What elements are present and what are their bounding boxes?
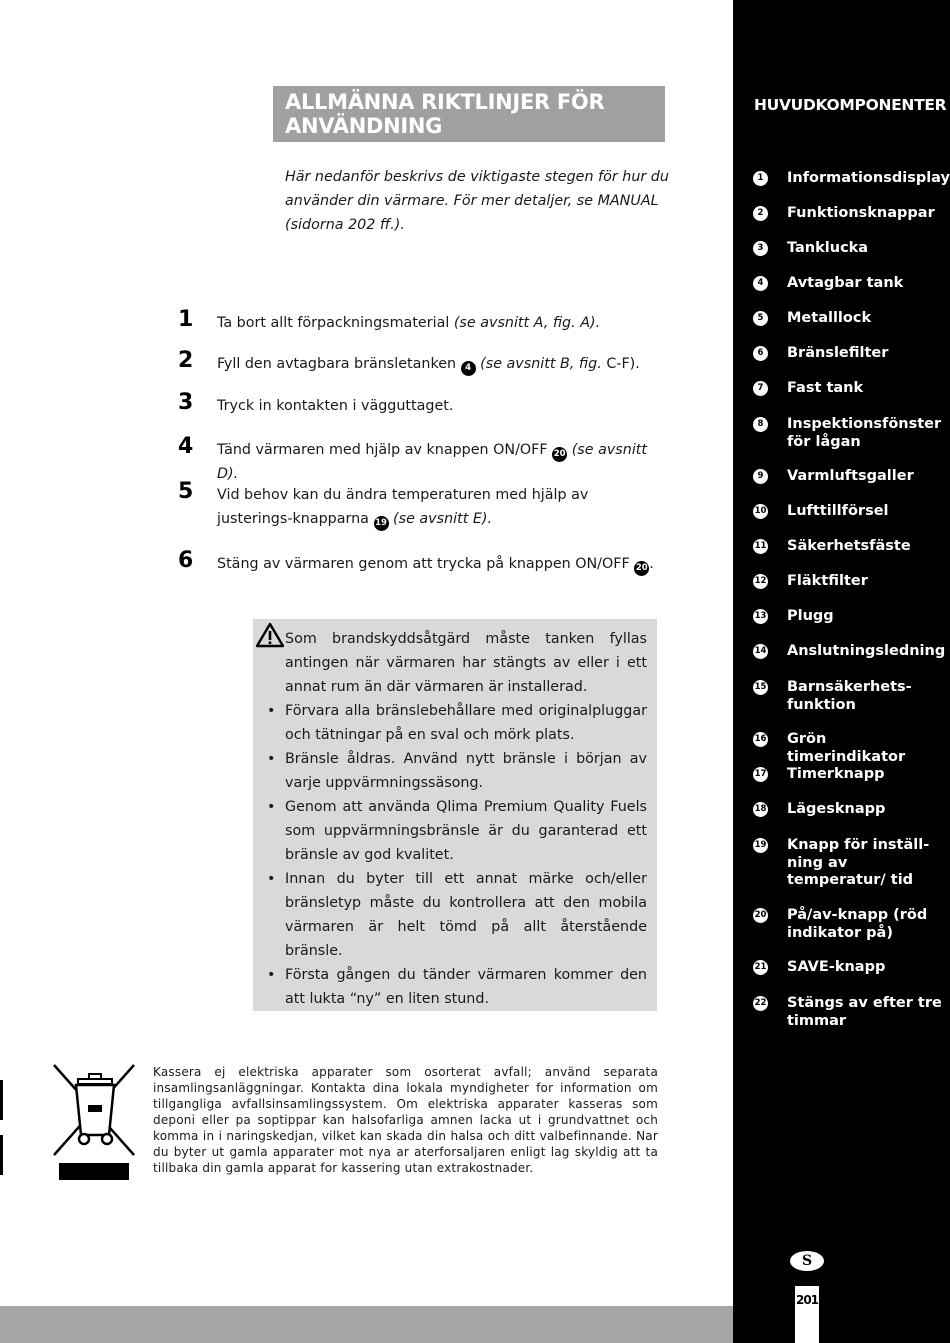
component-label: Plugg: [787, 608, 834, 624]
component-number-badge: 22: [753, 996, 768, 1011]
step-text: [217, 394, 667, 418]
component-label: Metalllock: [787, 310, 872, 326]
component-label: Lägesknapp: [787, 801, 886, 817]
warning-item: • Genom att använda Qlima Premium Quality Fuels som uppvärmningsbränsle är du garanterad ett bränsle av god kvalitet.: [285, 795, 647, 867]
warning-list: [285, 627, 647, 1011]
language-badge: S: [790, 1251, 824, 1271]
component-label: Anslutningsledning: [787, 643, 946, 659]
component-ref-badge: 20: [634, 561, 649, 576]
step-number: 4: [178, 434, 194, 459]
component-number-badge: 20: [753, 908, 768, 923]
component-number-badge: 19: [753, 838, 768, 853]
step-text-main: Ta bort allt förpackningsmaterial: [217, 315, 450, 331]
sidebar: [733, 0, 950, 1343]
step-text-main: Fyll den avtagbara bränsletanken: [217, 356, 457, 372]
step-number: 3: [178, 390, 194, 415]
component-number-badge: 14: [753, 644, 768, 659]
page-number-box: [795, 1286, 819, 1343]
component-number-badge: 15: [753, 680, 768, 695]
component-label: Stängs av efter tre timmar: [787, 995, 942, 1029]
step-reference: (se avsnitt D).: [217, 442, 648, 482]
step-text: [217, 552, 667, 576]
component-ref-badge: 20: [552, 447, 567, 462]
step-reference: (se avsnitt E).: [393, 511, 493, 527]
warning-item: • Innan du byter till ett annat märke och/eller bränsletyp måste du kontrollera att den mobila värmaren är helt tömd på allt återstående bränsle.: [285, 867, 647, 963]
step-number: 5: [178, 479, 194, 504]
component-number-badge: 1: [753, 171, 768, 186]
component-number-badge: 21: [753, 960, 768, 975]
component-label: Avtagbar tank: [787, 275, 904, 291]
component-number-badge: 10: [753, 504, 768, 519]
weee-bin-icon: [52, 1063, 136, 1183]
component-label: Fläktfilter: [787, 573, 868, 589]
step-text-main: Tänd värmaren med hjälp av knappen ON/OFF: [217, 442, 548, 458]
warning-box: [253, 619, 657, 1011]
warning-item: • Första gången du tänder värmaren kommer den att lukta “ny” en liten stund.: [285, 963, 647, 1011]
step-tail: .: [649, 556, 654, 572]
component-number-badge: 18: [753, 802, 768, 817]
title-banner: [273, 86, 665, 142]
component-label: Grön timerindikator: [787, 731, 906, 765]
page-title: ALLMÄNNA RIKTLINJER FÖR ANVÄNDNING: [285, 90, 605, 138]
edge-mark: [0, 1080, 3, 1120]
step-tail: C-F).: [606, 356, 640, 372]
warning-item: • Bränsle åldras. Använd nytt bränsle i början av varje uppvärmningssäsong.: [285, 747, 647, 795]
step-text-main: Tryck in kontakten i vägguttaget.: [217, 398, 454, 414]
component-number-badge: 5: [753, 311, 768, 326]
component-number-badge: 8: [753, 417, 768, 432]
step-text: [217, 352, 667, 376]
warning-item: • Förvara alla bränslebehållare med originalpluggar och tätningar på en sval och mörk plats.: [285, 699, 647, 747]
edge-mark: [0, 1135, 3, 1175]
step-reference: (se avsnitt A, fig. A).: [453, 315, 601, 331]
component-label: Tanklucka: [787, 240, 869, 256]
component-number-badge: 17: [753, 767, 768, 782]
component-number-badge: 9: [753, 469, 768, 484]
warning-icon: [255, 622, 285, 648]
component-label: Fast tank: [787, 380, 864, 396]
footer-bar: [0, 1306, 733, 1343]
component-label: Varmluftsgaller: [787, 468, 914, 484]
component-label: Knapp för inställ-ning av temperatur/ tid: [787, 837, 930, 888]
step-reference: (se avsnitt B, fig.: [480, 356, 602, 372]
step-text: [217, 438, 667, 486]
step-text-main: Stäng av värmaren genom att trycka på knappen ON/OFF: [217, 556, 630, 572]
step-number: 2: [178, 348, 194, 373]
component-ref-badge: 4: [461, 361, 476, 376]
component-label: Lufttillförsel: [787, 503, 889, 519]
component-label: Timerknapp: [787, 766, 885, 782]
step-text-main: Vid behov kan du ändra temperaturen med hjälp av justerings-knapparna: [217, 487, 589, 527]
disposal-notice: Kassera ej elektriska apparater som osorterat avfall; använd separata insamlingsanläggningar. Kontakta dina lokala myndigheter for information om tillgangliga avfallsinsamlingssystem. Om elektriska apparater kasseras som deponi eller pa soptippar kan halsofarliga amnen lacka ut i grundvattnet och komma in i naringskedjan, vilket kan skada din halsa och ditt valbefinnande. Nar du byter ut gamla apparater mot nya ar aterforsaljaren enligt lag skyldig att ta tillbaka din gamla apparat for kassering utan extrakostnader.: [153, 1065, 658, 1175]
component-number-badge: 6: [753, 346, 768, 361]
component-label: På/av-knapp (röd indikator på): [787, 907, 928, 941]
component-number-badge: 13: [753, 609, 768, 624]
page-number: 201: [795, 1293, 819, 1307]
component-ref-badge: 19: [374, 516, 389, 531]
component-label: Säkerhetsfäste: [787, 538, 911, 554]
component-number-badge: 16: [753, 732, 768, 747]
component-number-badge: 7: [753, 381, 768, 396]
step-number: 1: [178, 307, 194, 332]
component-number-badge: 11: [753, 539, 768, 554]
component-label: Inspektionsfönster för lågan: [787, 416, 942, 450]
component-label: Funktionsknappar: [787, 205, 935, 221]
component-label: Bränslefilter: [787, 345, 889, 361]
component-label: SAVE-knapp: [787, 959, 886, 975]
step-text: [217, 311, 667, 335]
component-label: Informationsdisplay: [787, 170, 950, 186]
step-text: [217, 483, 667, 531]
intro-text: Här nedanför beskrivs de viktigaste stegen för hur du använder din värmare. För mer detaljer, se MANUAL (sidorna 202 ff.).: [285, 169, 669, 233]
step-number: 6: [178, 548, 194, 573]
component-number-badge: 4: [753, 276, 768, 291]
component-number-badge: 12: [753, 574, 768, 589]
warning-item: Som brandskyddsåtgärd måste tanken fyllas antingen när värmaren har stängts av eller i ett annat rum än där värmaren är installerad.: [285, 631, 647, 695]
component-number-badge: 3: [753, 241, 768, 256]
component-label: Barnsäkerhets-funktion: [787, 679, 912, 713]
component-number-badge: 2: [753, 206, 768, 221]
sidebar-title: HUVUDKOMPONENTER: [754, 96, 947, 114]
